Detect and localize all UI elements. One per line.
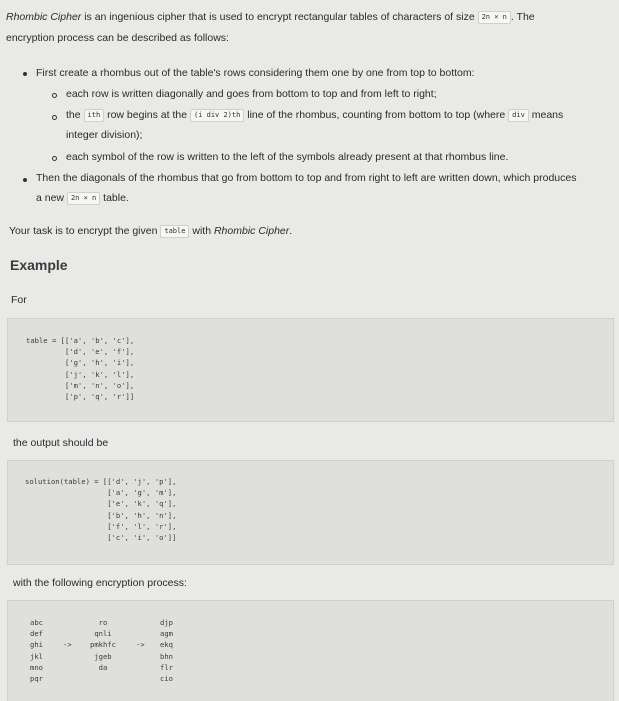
- sub-bullet-3-text: each symbol of the row is written to the left of the symbols already present at that rhombus line.: [66, 151, 509, 163]
- bullet-2-text: Then the diagonals of the rhombus that go from bottom to top and from right to left are written down, which produces: [36, 172, 577, 184]
- bullet-2-line-2: [36, 192, 129, 205]
- sub-bullet-2-text-a: the: [66, 109, 84, 121]
- table-code-panel: [7, 318, 614, 422]
- task-text-d: .: [289, 225, 293, 237]
- bullet-2-text-a: a new: [36, 192, 67, 204]
- solution-code-panel: [7, 460, 614, 565]
- bullet-dot-icon: [23, 178, 27, 182]
- bullet-1-text: First create a rhombus out of the table's rows considering them one by one from top to bottom:: [36, 67, 475, 79]
- solution-code-block: solution(table) = [['d', 'j', 'p'], ['a', 'g', 'm'], ['e', 'k', 'q'], ['b', 'h', 'n'], ['f', 'l', 'r'], ['c', 'i', 'o']]: [25, 477, 177, 543]
- intro-line-2: encryption process can be described as follows:: [6, 32, 229, 44]
- process-arrow-2: ->: [136, 640, 145, 649]
- sub-bullet-ring-icon: [52, 115, 57, 120]
- size-code-2: 2n × n: [67, 192, 100, 205]
- task-text: [9, 225, 292, 238]
- process-label: with the following encryption process:: [13, 577, 187, 589]
- sub-bullet-2-text-d: means: [528, 109, 564, 121]
- bullet-dot-icon: [23, 72, 27, 76]
- task-text-b: with: [189, 225, 214, 237]
- intro-text: is an ingenious cipher that is used to encrypt rectangular tables of characters of size: [81, 11, 478, 23]
- size-code: 2n × n: [478, 11, 511, 24]
- sub-bullet-2-text-b: row begins at the: [104, 109, 190, 121]
- output-label: the output should be: [13, 437, 109, 449]
- bullet-2-text-b: table.: [100, 192, 129, 204]
- sub-bullet-2-text-c: line of the rhombus, counting from bottom to top (where: [244, 109, 509, 121]
- process-arrow-1: ->: [63, 640, 72, 649]
- process-panel: [7, 600, 614, 701]
- ith-code: ith: [84, 109, 105, 122]
- task-text-a: Your task is to encrypt the given: [9, 225, 161, 237]
- sub-bullet-ring-icon: [52, 156, 57, 161]
- sub-bullet-2-line-1: [66, 109, 563, 122]
- for-label: For: [11, 294, 27, 306]
- sub-bullet-ring-icon: [52, 93, 57, 98]
- div-keyword-code: div: [508, 109, 529, 122]
- table-code: table: [160, 225, 189, 238]
- sub-bullet-1-text: each row is written diagonally and goes from bottom to top and from left to right;: [66, 88, 437, 100]
- process-input-column: abc def ghi jkl mno pqr: [30, 618, 43, 684]
- intro-line-1: [6, 11, 535, 24]
- example-heading: Example: [10, 257, 68, 273]
- div-code: (i div 2)th: [190, 109, 244, 122]
- intro-text-end: . The: [510, 11, 535, 23]
- cipher-name: Rhombic Cipher: [6, 11, 82, 23]
- table-code-block: table = [['a', 'b', 'c'], ['d', 'e', 'f'], ['g', 'h', 'i'], ['j', 'k', 'l'], ['m', 'n', 'o'], ['p', 'q', 'r']]: [26, 336, 135, 402]
- task-cipher-name: Rhombic Cipher: [213, 225, 290, 237]
- sub-bullet-2-line-2: integer division);: [66, 129, 143, 141]
- process-output-column: djp agm ekq bhn flr cio: [160, 618, 173, 684]
- process-rhombus-column: ro qnli pmkhfc jgeb da: [90, 618, 116, 672]
